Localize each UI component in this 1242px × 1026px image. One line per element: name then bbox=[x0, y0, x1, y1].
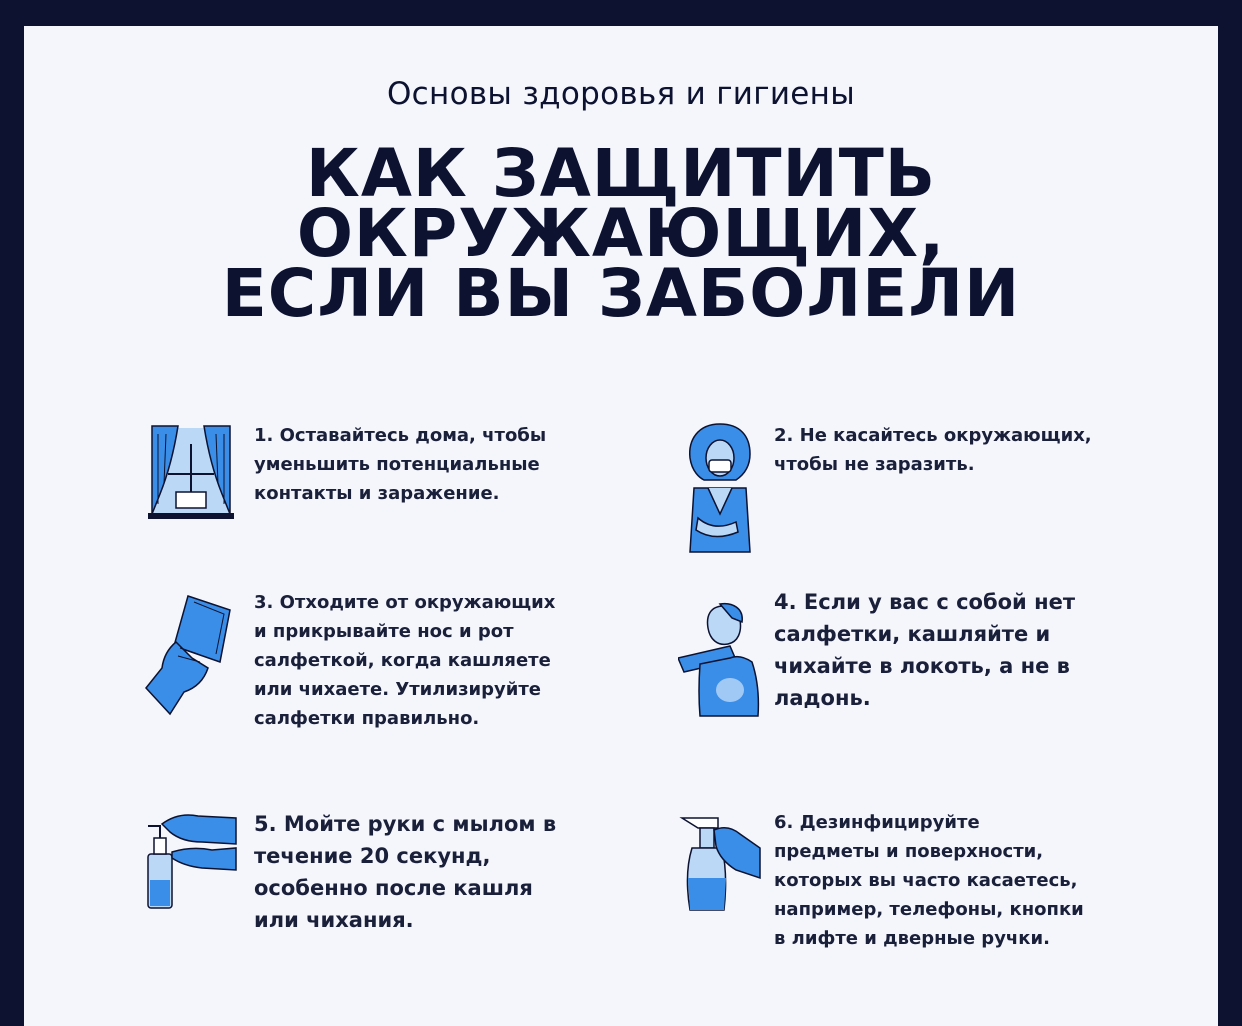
item-3-text: 3. Отходите от окружающих и прикрывайте нос и рот салфеткой, когда кашляете или чихаете. Утилизируйте салфетки правильно. bbox=[254, 592, 556, 729]
item-6-text: 6. Дезинфицируйте предметы и поверхности, которых вы часто касаетесь, например, телефоны, кнопки в лифте и дверные ручки. bbox=[774, 812, 1084, 949]
hand-with-tissue-icon bbox=[144, 592, 236, 720]
soap-dispenser-hands-icon bbox=[142, 808, 238, 916]
poster-title bbox=[24, 135, 1218, 332]
poster-subtitle: Основы здоровья и гигиены bbox=[386, 76, 856, 112]
title-line-2: ОКРУЖАЮЩИХ, bbox=[296, 195, 946, 272]
poster bbox=[24, 26, 1218, 1026]
item-4-text: 4. Если у вас с собой нет салфетки, кашляйте и чихайте в локоть, а не в ладонь. bbox=[774, 590, 1075, 710]
spray-bottle-hand-icon bbox=[678, 814, 762, 918]
item-1-text: 1. Оставайтесь дома, чтобы уменьшить потенциальные контакты и заражение. bbox=[254, 425, 547, 504]
window-curtains-icon bbox=[146, 424, 236, 528]
sneeze-into-elbow-icon bbox=[678, 602, 760, 722]
title-line-1: КАК ЗАЩИТИТЬ bbox=[305, 135, 937, 212]
person-in-mask-icon bbox=[684, 422, 756, 558]
title-line-3: ЕСЛИ ВЫ ЗАБОЛЕЛИ bbox=[221, 255, 1021, 332]
item-5-text: 5. Мойте руки с мылом в течение 20 секунд, особенно после кашля или чихания. bbox=[254, 812, 557, 932]
item-2-text: 2. Не касайтесь окружающих, чтобы не заразить. bbox=[774, 425, 1092, 475]
